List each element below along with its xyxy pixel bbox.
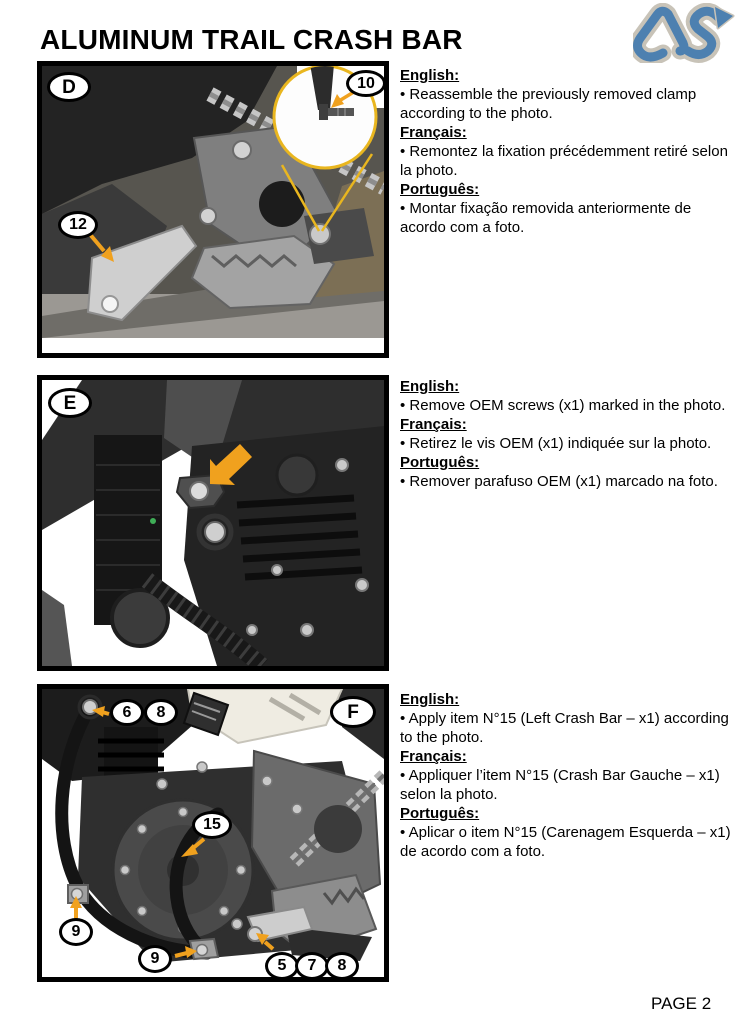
motorcycle-photo-e	[42, 380, 384, 666]
english-heading: English:	[400, 691, 460, 708]
photo-step-d	[42, 66, 384, 353]
callout-5: 5	[265, 952, 299, 980]
photo-step-e	[42, 380, 384, 666]
french-instruction: • Appliquer l’item N°15 (Crash Bar Gauche – x1) selon la photo.	[400, 767, 720, 803]
language-group-portuguese	[400, 180, 738, 237]
panel-label-d: D	[47, 72, 91, 102]
callout-9-front: 9	[59, 918, 93, 946]
photo-panel-f	[37, 684, 389, 982]
english-instruction: • Reassemble the previously removed clamp according to the photo.	[400, 86, 697, 122]
photo-panel-d	[37, 61, 389, 358]
instructions-step-d	[400, 66, 738, 237]
portuguese-instruction: • Aplicar o item N°15 (Carenagem Esquerda – x1) de acordo com a foto.	[400, 824, 731, 860]
language-group-english	[400, 690, 738, 747]
brand-logo	[633, 3, 737, 68]
english-heading: English:	[400, 378, 460, 395]
french-heading: Français:	[400, 124, 467, 141]
portuguese-instruction: • Remover parafuso OEM (x1) marcado na foto.	[400, 473, 718, 490]
photo-panel-e	[37, 375, 389, 671]
language-group-english	[400, 377, 738, 415]
french-instruction: • Retirez le vis OEM (x1) indiquée sur la photo.	[400, 435, 712, 452]
target-bolt	[310, 224, 330, 244]
as-logo-icon	[633, 3, 737, 63]
page-title: ALUMINUM TRAIL CRASH BAR	[40, 24, 463, 55]
instructions-step-e	[400, 377, 738, 491]
language-group-french	[400, 415, 738, 453]
french-heading: Français:	[400, 416, 467, 433]
english-instruction: • Remove OEM screws (x1) marked in the photo.	[400, 397, 726, 414]
panel-label-e: E	[48, 388, 92, 418]
portuguese-heading: Português:	[400, 181, 480, 198]
callout-8: 8	[144, 699, 178, 726]
portuguese-heading: Português:	[400, 805, 480, 822]
callout-7: 7	[295, 952, 329, 980]
callout-9-bottom: 9	[138, 945, 172, 973]
callout-6: 6	[110, 699, 144, 726]
english-instruction: • Apply item N°15 (Left Crash Bar – x1) according to the photo.	[400, 710, 729, 746]
page-number: PAGE 2	[651, 994, 712, 1013]
callout-12: 12	[58, 211, 98, 239]
callout-15: 15	[192, 811, 232, 839]
portuguese-heading: Português:	[400, 454, 480, 471]
french-heading: Français:	[400, 748, 467, 765]
instructions-step-f	[400, 690, 738, 861]
callout-8-rear: 8	[325, 952, 359, 980]
english-heading: English:	[400, 67, 460, 84]
language-group-french	[400, 123, 738, 180]
french-instruction: • Remontez la fixation précédemment retiré selon la photo.	[400, 143, 728, 179]
language-group-portuguese	[400, 453, 738, 491]
portuguese-instruction: • Montar fixação removida anteriormente de acordo com a foto.	[400, 200, 692, 236]
language-group-portuguese	[400, 804, 738, 861]
callout-10: 10	[346, 70, 386, 97]
panel-label-f: F	[330, 696, 376, 728]
language-group-french	[400, 747, 738, 804]
language-group-english	[400, 66, 738, 123]
